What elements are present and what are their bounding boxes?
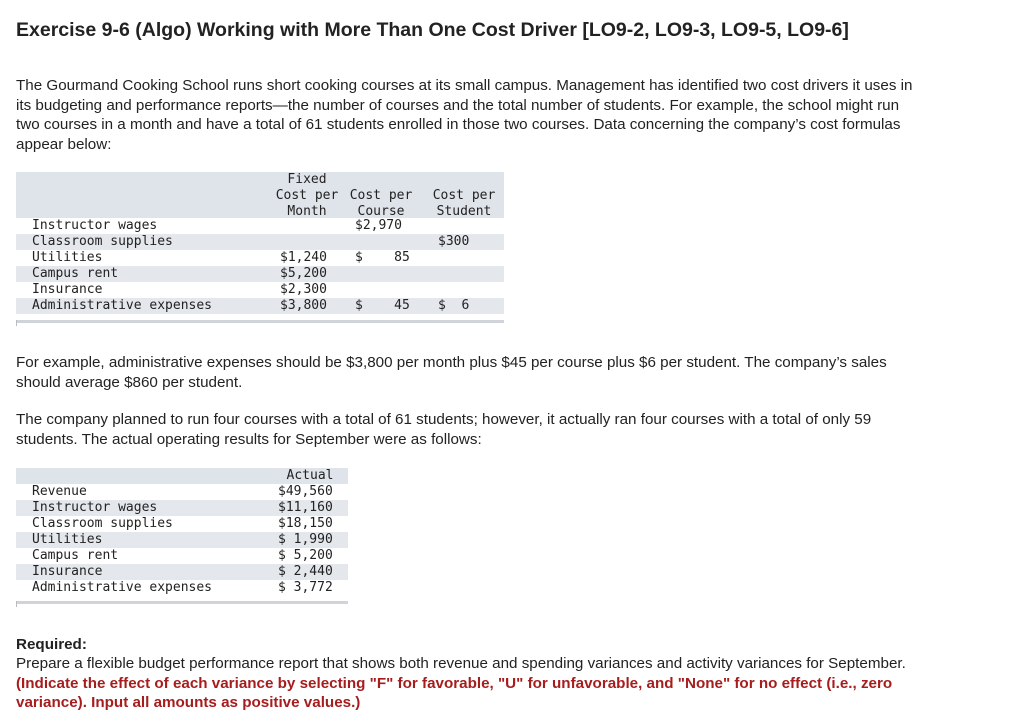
example-line: should average $860 per student. (16, 373, 243, 391)
header-fixed-line3: Month (287, 204, 327, 219)
table-bottom-rule (16, 320, 504, 323)
required-instruction-line: variance). Input all amounts as positive values.) (16, 694, 361, 712)
row-fixed: $5,200 (280, 266, 327, 281)
row-label: Revenue (32, 484, 87, 499)
example-line: For example, administrative expenses should be $3,800 per month plus $45 per course plus $6 per student. The company’s sales (16, 354, 887, 371)
row-label: Classroom supplies (32, 516, 173, 531)
intro-paragraph (16, 76, 913, 154)
page-title: Exercise 9-6 (Algo) Working with More Than One Cost Driver [LO9-2, LO9-3, LO9-5, LO9-6] (16, 19, 849, 41)
header-course-line2: Course (357, 204, 405, 219)
row-label: Administrative expenses (32, 298, 213, 313)
row-value: $18,150 (278, 516, 333, 531)
row-fixed: $3,800 (280, 298, 327, 313)
table-row (16, 298, 504, 314)
row-label: Instructor wages (32, 500, 158, 515)
table-row (16, 282, 504, 298)
row-value: $ 1,990 (278, 532, 333, 547)
row-value: $ 3,772 (278, 580, 333, 595)
actual-results-table (16, 468, 348, 610)
row-student: $300 (438, 234, 470, 249)
row-student: $ 6 (438, 298, 470, 313)
row-label: Administrative expenses (32, 580, 213, 595)
table-row (16, 266, 504, 282)
header-actual: Actual (286, 468, 334, 483)
planned-line: The company planned to run four courses with a total of 61 students; however, it actually ran four courses with a total of only 59 (16, 411, 872, 428)
row-value: $ 5,200 (278, 548, 333, 563)
row-label: Utilities (32, 250, 103, 265)
intro-line: appear below: (16, 135, 112, 153)
header-student-line1: Cost per (432, 188, 496, 203)
row-course: $ 45 (355, 298, 410, 313)
table-row (16, 548, 348, 564)
table-row (16, 500, 348, 516)
table-row (16, 532, 348, 548)
row-value: $49,560 (278, 484, 333, 499)
header-course-line1: Cost per (349, 188, 413, 203)
row-label: Insurance (32, 282, 103, 297)
required-text (16, 654, 1016, 713)
row-label: Utilities (32, 532, 103, 547)
table-row (16, 218, 504, 234)
table-row (16, 564, 348, 580)
row-label: Insurance (32, 564, 103, 579)
table-bottom-tick (16, 320, 17, 326)
header-fixed-line2: Cost per (275, 188, 339, 203)
table-row (16, 484, 348, 500)
row-course: $ 85 (355, 250, 410, 265)
planned-paragraph (16, 410, 871, 449)
required-instruction-line: (Indicate the effect of each variance by selecting "F" for favorable, "U" for unfavorable, and "None" for no effect (i.e., zero (16, 674, 893, 692)
row-label: Campus rent (32, 548, 119, 563)
intro-line: The Gourmand Cooking School runs short cooking courses at its small campus. Management has identified two cost drivers it uses in (16, 77, 913, 94)
example-paragraph (16, 353, 887, 392)
cost-formula-table (16, 172, 504, 330)
table-bottom-rule (16, 601, 348, 604)
row-course: $2,970 (355, 218, 402, 233)
planned-line: students. The actual operating results for September were as follows: (16, 430, 482, 448)
table-row (16, 250, 504, 266)
required-label: Required: (16, 636, 87, 653)
intro-line: two courses in a month and have a total of 61 students enrolled in those two courses. Data concerning the company’s cost formulas (16, 116, 901, 134)
table-row (16, 516, 348, 532)
table-row (16, 580, 348, 596)
row-label: Campus rent (32, 266, 119, 281)
required-line: Prepare a flexible budget performance report that shows both revenue and spending variances and activity variances for September. (16, 655, 906, 672)
table-bottom-tick (16, 601, 17, 607)
row-label: Classroom supplies (32, 234, 173, 249)
row-value: $11,160 (278, 500, 333, 515)
header-fixed-line1: Fixed (287, 172, 327, 187)
row-fixed: $1,240 (280, 250, 327, 265)
header-student-line2: Student (436, 204, 492, 219)
table-row (16, 234, 504, 250)
row-value: $ 2,440 (278, 564, 333, 579)
row-label: Instructor wages (32, 218, 158, 233)
row-fixed: $2,300 (280, 282, 327, 297)
intro-line: its budgeting and performance reports—the number of courses and the total number of students. For example, the school might run (16, 96, 900, 114)
